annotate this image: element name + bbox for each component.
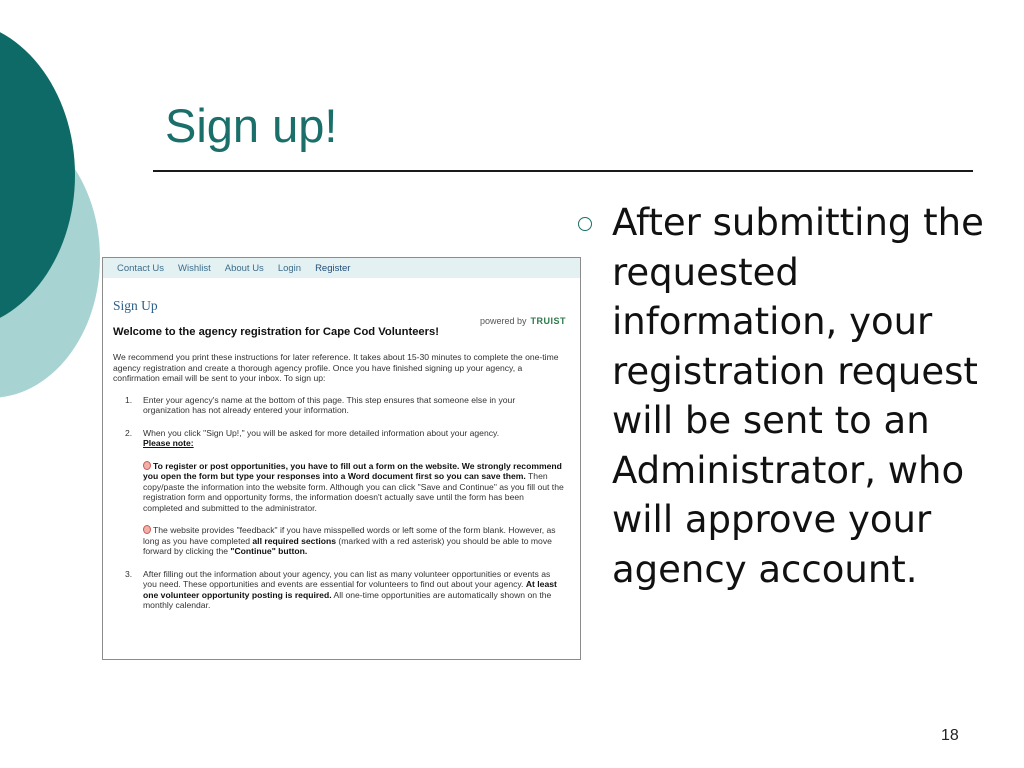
note-2-b: all required sections <box>252 535 336 546</box>
step-number: 3. <box>125 568 133 579</box>
step-1 <box>113 395 570 416</box>
nav-contact-us[interactable]: Contact Us <box>117 262 164 274</box>
intro-paragraph: We recommend you print these instructions for later reference. It takes about 15-30 minutes to complete the one-time agency registration and create a thorough agency profile. Once you have finished signing up your agency, a confirmation email will be sent to your inbox. To sign up: <box>113 352 559 383</box>
nav-register[interactable]: Register <box>315 262 351 274</box>
step-text <box>143 569 570 611</box>
step-text <box>143 428 570 449</box>
step-text: Enter your agency's name at the bottom of this page. This step ensures that someone else in your organization has not already entered your information. <box>143 394 516 415</box>
nav-about-us[interactable]: About Us <box>224 262 264 274</box>
step-2 <box>113 428 570 449</box>
welcome-heading: Welcome to the agency registration for Cape Cod Volunteers! <box>113 326 439 338</box>
note-2-d: "Continue" button. <box>230 546 308 556</box>
screenshot-body <box>103 298 580 611</box>
step-number: 1. <box>125 394 133 405</box>
title-divider <box>153 170 973 172</box>
note-2-a: The website provides "feedback" if you have misspelled words or left some of the form blank. However, as long as you have completed <box>143 525 556 546</box>
please-note-label: Please note: <box>143 438 194 448</box>
slide-title: Sign up! <box>165 99 338 152</box>
nav-login[interactable]: Login <box>277 262 302 274</box>
note-1 <box>143 461 570 514</box>
screenshot-nav <box>103 258 580 278</box>
nav-wishlist[interactable]: Wishlist <box>178 262 211 274</box>
note-2 <box>143 525 570 557</box>
step-3-a: After filling out the information about your agency, you can list as many volunteer opportunities or events as you need. These opportunities and events are essential for volunteers to find out about your agency. <box>143 568 551 589</box>
embedded-screenshot <box>102 257 581 660</box>
provider-logo: TRUIST <box>530 316 566 326</box>
note-2-c: (marked with a red asterisk) you should be able to move forward by clicking the <box>143 535 552 556</box>
step-3 <box>113 569 570 611</box>
step-2-text: When you click "Sign Up!," you will be asked for more detailed information about your agency. <box>143 427 500 438</box>
powered-by-label: powered by <box>479 316 527 326</box>
signup-heading: Sign Up <box>113 298 158 313</box>
pushpin-icon <box>143 525 151 534</box>
step-number: 2. <box>125 427 133 438</box>
pushpin-icon <box>143 461 151 470</box>
step-3-b: At least one volunteer opportunity posting is required. <box>143 579 557 600</box>
bullet-circle-icon <box>578 217 592 231</box>
page-number: 18 <box>941 727 959 744</box>
step-3-c: All one-time opportunities are automatically shown on the monthly calendar. <box>143 589 552 610</box>
steps-list <box>113 395 570 611</box>
bullet-text: After submitting the requested information, your registration request will be sent to an Administrator, who will approve your agency account. <box>612 201 984 591</box>
note-1-rest: Then copy/paste the information into the website form. Although you can click "Save and Continue" as you fill out the registration form and opportunity forms, the information doesn't actually save until the form has been completed and submitted to the administrator. <box>143 471 564 513</box>
powered-by <box>480 316 566 326</box>
note-1-bold: To register or post opportunities, you have to fill out a form on the website. We strongly recommend you open the form but type your responses into a Word document first so you can save them. <box>143 460 562 481</box>
